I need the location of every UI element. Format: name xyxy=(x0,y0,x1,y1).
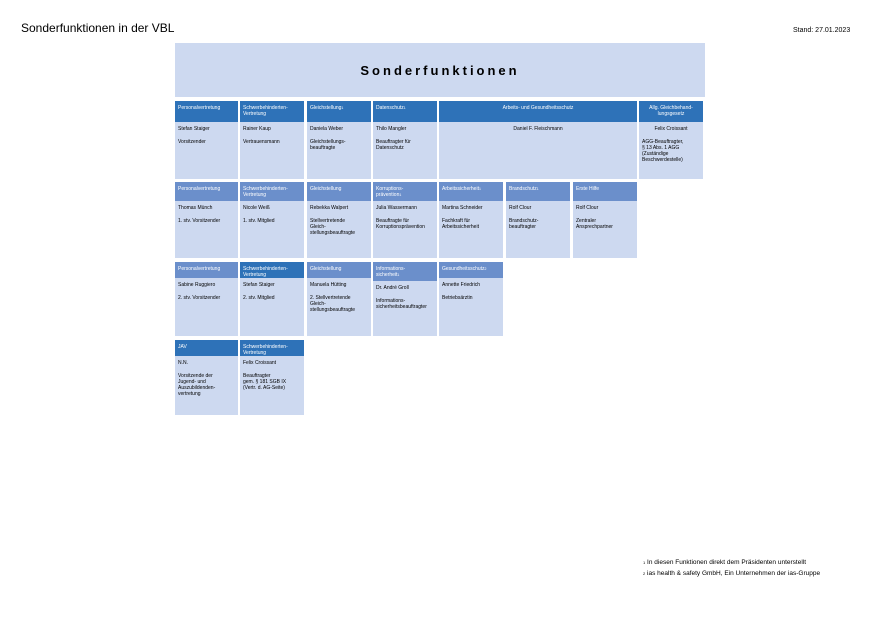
person-name: Nicole Weiß xyxy=(243,205,270,211)
card-header xyxy=(175,101,238,122)
card-header-label: Gleichstellung xyxy=(310,186,342,192)
card-header-label: Personalvertretung xyxy=(178,186,221,192)
card-header xyxy=(573,182,637,201)
card-header xyxy=(506,182,570,201)
function-card xyxy=(240,101,304,179)
person-name: Martina Schneider xyxy=(442,205,483,211)
person-name: Rolf Clour xyxy=(509,205,532,211)
card-header xyxy=(175,182,238,201)
person-name: Rainer Kaup xyxy=(243,126,271,132)
person-role: Beauftragte für Korruptionsprävention xyxy=(376,218,425,230)
footnote-mark: 2 xyxy=(484,267,487,271)
person-name: Julia Wassermann xyxy=(376,205,417,211)
function-card xyxy=(373,182,437,258)
footnote-mark: 1 xyxy=(397,273,400,277)
card-header-label: Datenschutz xyxy=(376,105,404,111)
footnote-text: ias health & safety GmbH, Ein Unternehmen der ias-Gruppe xyxy=(647,570,821,577)
person-name: Thilo Mangler xyxy=(376,126,407,132)
footnote-mark: 1 xyxy=(478,187,481,191)
person-name: Thomas Münch xyxy=(178,205,213,211)
function-card xyxy=(240,182,304,258)
function-card xyxy=(175,101,238,179)
function-card xyxy=(307,182,371,258)
person-name: Daniela Weber xyxy=(310,126,343,132)
function-card xyxy=(307,101,371,179)
card-header-label: Schwerbehinderten- Vertretung xyxy=(243,266,288,278)
card-header-label: Informations- sicherheit xyxy=(376,266,406,278)
person-role: AGG-Beauftragter, § 13 Abs. 1 AGG (Zuständige Beschwerdestelle) xyxy=(642,139,684,163)
card-header-label: Brandschutz xyxy=(509,186,537,192)
card-header xyxy=(373,182,437,201)
card-header-label: Personalvertretung xyxy=(178,105,221,111)
person-name: Felix Croissant xyxy=(654,126,688,132)
person-role: 1. stv. Vorsitzender xyxy=(178,218,221,224)
footnotes xyxy=(643,557,820,579)
person-role: 2. stv. Mitglied xyxy=(243,295,275,301)
person-role: 1. stv. Mitglied xyxy=(243,218,275,224)
function-card xyxy=(307,262,371,336)
stand-date: Stand: 27.01.2023 xyxy=(793,27,851,34)
banner-title: Sonderfunktionen xyxy=(360,62,520,78)
person-role: Vertrauensmann xyxy=(243,139,280,145)
person-name: N.N. xyxy=(178,360,188,366)
card-header xyxy=(240,182,304,201)
card-header xyxy=(240,101,304,122)
person-role: Beauftragter gem. § 181 SGB IX (Vertr. d. AG-Seite) xyxy=(243,373,287,391)
function-card xyxy=(175,182,238,258)
card-header xyxy=(439,262,503,278)
footnote-mark: 1 xyxy=(399,193,402,197)
footnote-2 xyxy=(643,568,820,579)
card-header xyxy=(307,101,371,122)
function-card xyxy=(439,182,503,258)
card-header xyxy=(307,182,371,201)
footnote-mark: 1 xyxy=(341,106,344,110)
card-header-label: Arbeitssicherheit xyxy=(442,186,479,192)
footnote-text: In diesen Funktionen direkt dem Präsidenten unterstellt xyxy=(647,559,807,566)
card-header xyxy=(307,262,371,278)
card-header xyxy=(439,182,503,201)
person-role: 2. stv. Vorsitzender xyxy=(178,295,221,301)
function-card xyxy=(439,101,637,179)
person-role: Beauftragter für Datenschutz xyxy=(376,139,411,151)
card-header xyxy=(240,340,304,356)
card-header-label: JAV xyxy=(178,344,187,350)
card-header xyxy=(639,101,703,122)
card-header xyxy=(175,340,238,356)
footnote-mark: 1 xyxy=(536,187,539,191)
person-name: Manuela Hütting xyxy=(310,282,347,288)
function-card xyxy=(439,262,503,336)
card-header xyxy=(439,101,637,122)
footnote-mark: 1 xyxy=(403,106,406,110)
person-role: Vorsitzende der Jugend- und Auszubildenden- vertretung xyxy=(178,373,216,397)
page-title: Sonderfunktionen in der VBL xyxy=(21,21,175,35)
card-header-label: Schwerbehinderten- Vertretung xyxy=(243,105,288,117)
person-name: Daniel F. Fleischmann xyxy=(513,126,563,132)
person-name: Annette Friedrich xyxy=(442,282,481,288)
footnote-1 xyxy=(643,557,820,568)
card-header-label: Gleichstellung xyxy=(310,266,342,272)
card-header-label: Korruptions- prävention xyxy=(376,186,404,198)
footnote-mark: 2 xyxy=(643,571,646,576)
function-card xyxy=(639,101,703,179)
card-header xyxy=(175,262,238,278)
card-header-label: Allg. Gleichbehand- lungsgesetz xyxy=(649,105,693,117)
footnote-mark: 1 xyxy=(643,560,646,565)
function-card xyxy=(373,262,437,336)
card-header xyxy=(373,101,437,122)
card-header-label: Gesundheitsschutz xyxy=(442,266,485,272)
person-role: Vorsitzender xyxy=(178,139,206,145)
function-card xyxy=(240,262,304,336)
card-header-label: Schwerbehinderten- Vertretung xyxy=(243,344,288,356)
person-name: Rebekka Walpert xyxy=(310,205,349,211)
function-card xyxy=(240,340,304,415)
card-header-label: Personalvertretung xyxy=(178,266,221,272)
person-role: Fachkraft für Arbeitssicherheit xyxy=(442,218,479,230)
person-role: Gleichstellungs- beauftragte xyxy=(310,139,346,151)
person-role: Informations- sicherheitsbeauftragter xyxy=(376,298,427,310)
function-card xyxy=(506,182,570,258)
function-card xyxy=(573,182,637,258)
person-name: Felix Croissant xyxy=(243,360,277,366)
card-header-label: Arbeits- und Gesundheitsschutz xyxy=(502,105,574,111)
person-role: Zentraler Ansprechpartner xyxy=(576,218,613,230)
person-role: Stellvertretende Gleich- stellungsbeauftragte xyxy=(310,218,356,236)
person-role: Betriebsärztin xyxy=(442,295,473,301)
card-header xyxy=(240,262,304,278)
function-card xyxy=(175,340,238,415)
person-name: Stefan Staiger xyxy=(243,282,275,288)
function-card xyxy=(175,262,238,336)
person-name: Sabine Ruggiero xyxy=(178,282,216,288)
card-header-label: Gleichstellung xyxy=(310,105,342,111)
person-role xyxy=(439,132,637,139)
card-header xyxy=(373,262,437,281)
person-role: 2. Stellvertretende Gleich- stellungsbeauftragte xyxy=(310,295,356,313)
card-header-label: Schwerbehinderten- Vertretung xyxy=(243,186,288,198)
card-header-label: Erste Hilfe xyxy=(576,186,600,192)
person-name: Stefan Staiger xyxy=(178,126,210,132)
person-name: Dr. André Groll xyxy=(376,285,409,291)
person-role: Brandschutz- beauftragter xyxy=(509,218,539,230)
function-card xyxy=(373,101,437,179)
banner xyxy=(175,43,705,97)
person-name: Rolf Clour xyxy=(576,205,599,211)
